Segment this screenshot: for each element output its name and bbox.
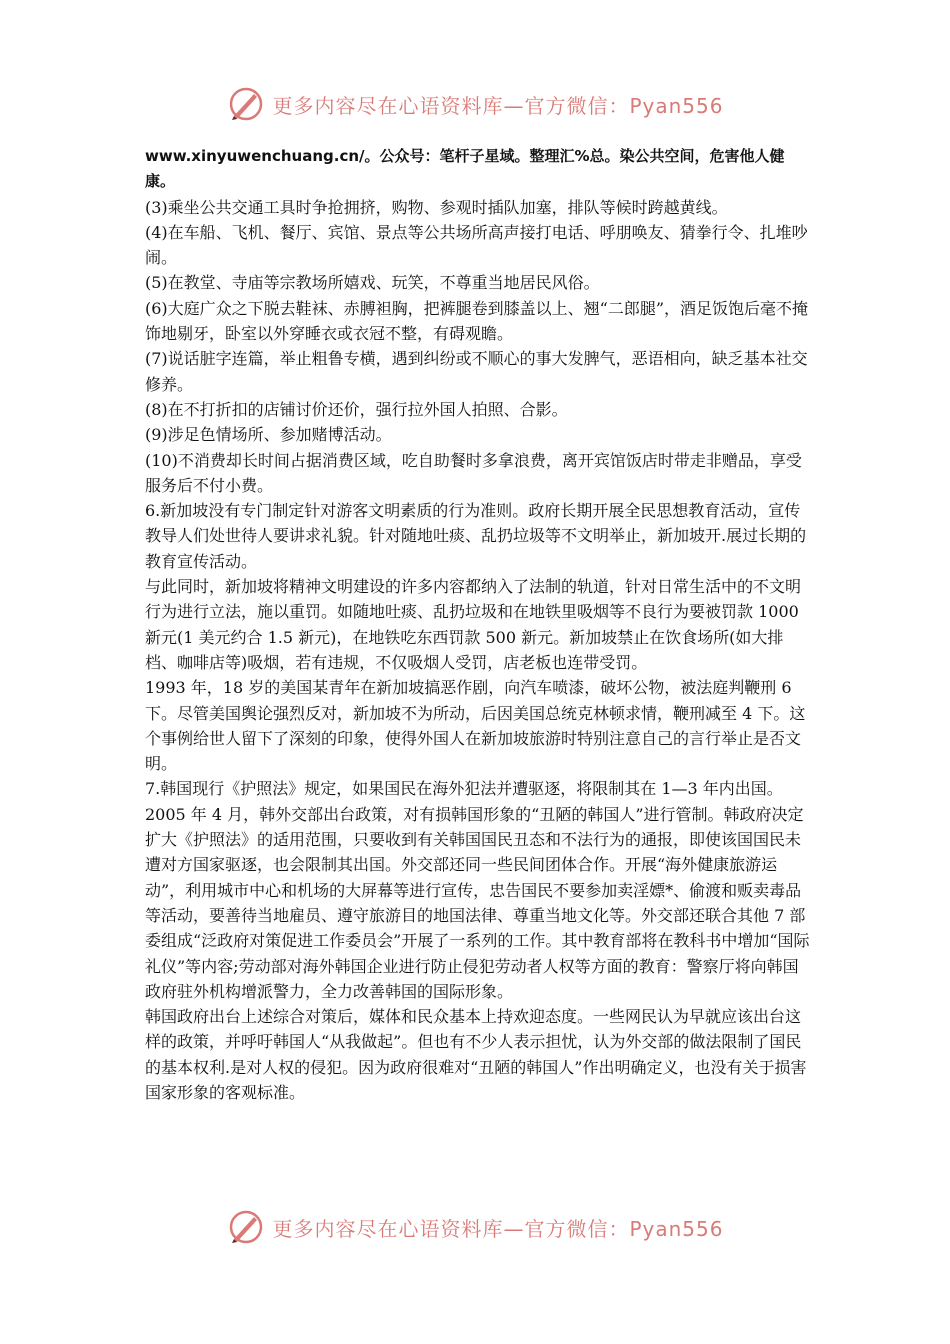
- paragraph: 1993 年，18 岁的美国某青年在新加坡搞恶作剧，向汽车喷漆，破坏公物，被法庭判鞭刑 6 下。尽管美国舆论强烈反对，新加坡不为所动，后因美国总统克林顿求情，鞭刑减至 4 下。这个事例给世人留下了深刻的印象，使得外国人在新加坡旅游时特别注意自己的言行举止是否文明。: [145, 678, 806, 774]
- paragraph: (6)大庭广众之下脱去鞋袜、赤膊袒胸，把裤腿卷到膝盖以上、翘“二郎腿”，酒足饭饱后毫不掩饰地剔牙，卧室以外穿睡衣或衣冠不整，有碍观瞻。: [145, 298, 809, 344]
- paragraph: (5)在教堂、寺庙等宗教场所嬉戏、玩笑，不尊重当地居民风俗。: [145, 273, 600, 293]
- paragraph: (7)说话脏字连篇，举止粗鲁专横，遇到纠纷或不顺心的事大发脾气，恶语相向，缺乏基本社交修养。: [145, 349, 808, 394]
- paragraph: (4)在车船、飞机、餐厅、宾馆、景点等公共场所高声接打电话、呼朋唤友、猜拳行令、扎堆吵闹。: [145, 222, 808, 268]
- footer-banner-text: 更多内容尽在心语资料库—官方微信：Pyan556: [272, 1216, 724, 1241]
- document-body: [145, 144, 810, 1105]
- paragraph: (3)乘坐公共交通工具时争抢拥挤，购物、参观时插队加塞，排队等候时跨越黄线。: [145, 197, 728, 217]
- paragraph: 6.新加坡没有专门制定针对游客文明素质的行为准则。政府长期开展全民思想教育活动，宣传教导人们处世待人要讲求礼貌。针对随地吐痰、乱扔垃圾等不文明举止，新加坡开.展过长期的教育宣传活动。: [145, 501, 807, 571]
- paragraph: 韩国政府出台上述综合对策后，媒体和民众基本上持欢迎态度。一些网民认为早就应该出台这样的政策，并呼吁韩国人“从我做起”。但也有不少人表示担忧，认为外交部的做法限制了国民的基本权利.是对人权的侵犯。因为政府很难对“丑陋的韩国人”作出明确定义，也没有关于损害国家形象的客观标准。: [145, 1007, 807, 1102]
- paragraph: 7.韩国现行《护照法》规定，如果国民在海外犯法并遭驱逐，将限制其在 1—3 年内出国。2005 年 4 月，韩外交部出台政策，对有损韩国形象的“丑陋的韩国人”进行管制。韩政府决定扩大《护照法》的适用范围，只要收到有关韩国国民丑态和不法行为的通报，即使该国国民未遭对方国家驱逐，也会限制其出国。外交部还同一些民间团体合作。开展“海外健康旅游运动”，利用城市中心和机场的大屏幕等进行宣传，忠告国民不要参加卖淫嫖*、偷渡和贩卖毒品等活动，要善待当地雇员、遵守旅游目的地国法律、尊重当地文化等。外交部还联合其他 7 部委组成“泛政府对策促进工作委员会”开展了一系列的工作。其中教育部将在教科书中增加“国际礼仪”等内容;劳动部对海外韩国企业进行防止侵犯劳动者人权等方面的教育：警察厅将向韩国政府驻外机构增派警力，全力改善韩国的国际形象。: [145, 779, 810, 1001]
- paragraph: (10)不消费却长时间占据消费区域，吃自助餐时多拿浪费，离开宾馆饭店时带走非赠品，享受服务后不付小费。: [145, 450, 802, 495]
- pen-logo-icon: [226, 84, 266, 124]
- footer-banner: [0, 1207, 950, 1247]
- header-banner-text: 更多内容尽在心语资料库—官方微信：Pyan556: [272, 93, 724, 118]
- header-banner: [0, 84, 950, 124]
- paragraph: (9)涉足色情场所、参加赌博活动。: [145, 425, 392, 445]
- paragraph: 与此同时，新加坡将精神文明建设的许多内容都纳入了法制的轨道，针对日常生活中的不文明行为进行立法，施以重罚。如随地吐痰、乱扔垃圾和在地铁里吸烟等不良行为要被罚款 1000 新元(1 美元约合 1.5 新元)，在地铁吃东西罚款 500 新元。新加坡禁止在饮食场所(如大排档、咖啡店等)吸烟，若有违规，不仅吸烟人受罚，店老板也连带受罚。: [145, 577, 802, 672]
- paragraph: (8)在不打折扣的店铺讨价还价，强行拉外国人拍照、合影。: [145, 399, 568, 419]
- paragraph: www.xinyuwenchuang.cn/。公众号：笔杆子星域。整理汇%总。染公共空间，危害他人健康。: [145, 147, 785, 191]
- pen-logo-icon: [226, 1207, 266, 1247]
